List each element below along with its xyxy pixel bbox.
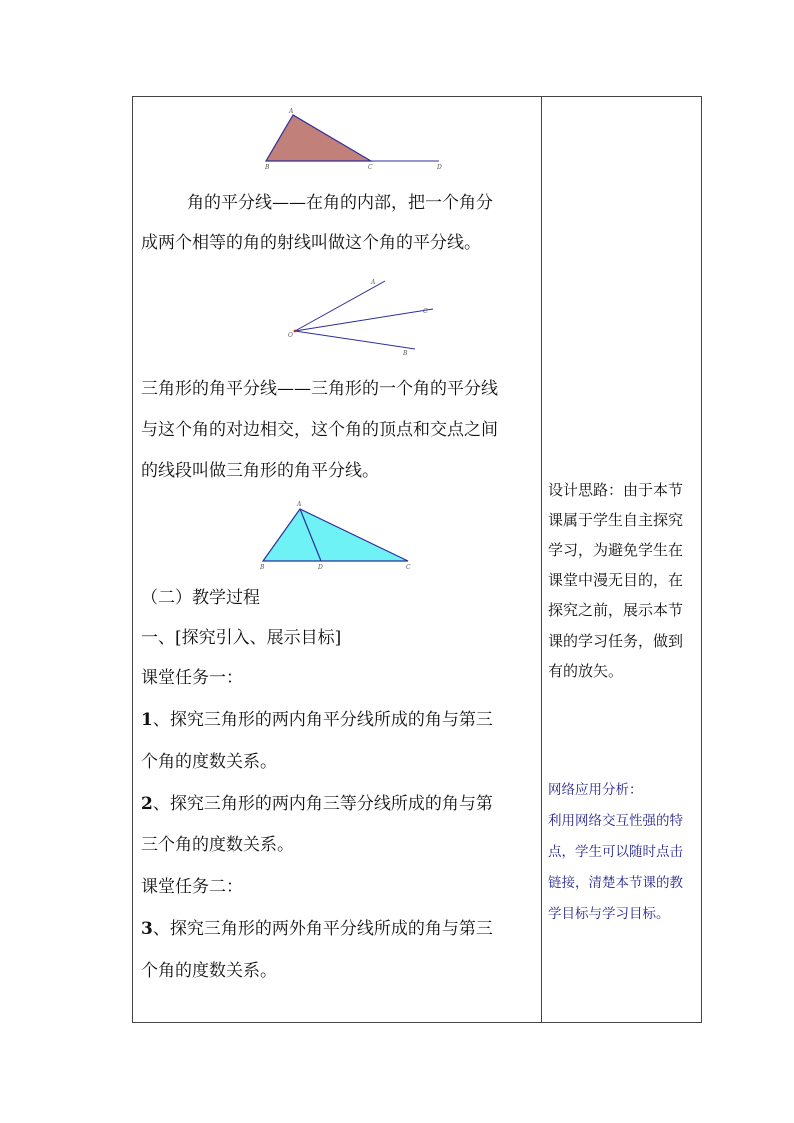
- item-text: 、探究三角形的两内角三等分线所成的角与第: [152, 794, 493, 814]
- network-analysis-line2: 利用网络交互性强的特: [548, 813, 683, 829]
- triangle-bisector-def-line1: 三角形的角平分线——三角形的一个角的平分线: [141, 379, 498, 399]
- network-analysis-line5: 学目标与学习目标。: [548, 906, 670, 922]
- label-d: D: [318, 564, 323, 571]
- task2-item3-line1: [141, 919, 493, 939]
- label-b: B: [265, 164, 270, 171]
- item-number: 2: [141, 794, 153, 814]
- label-a: A: [297, 501, 302, 508]
- design-idea-line2: 课属于学生自主探究: [548, 511, 684, 529]
- label-c: C: [406, 564, 411, 571]
- vertex-o-dot: [294, 330, 297, 333]
- item-text: 、探究三角形的两外角平分线所成的角与第三: [152, 919, 493, 939]
- triangle-abc-shape: [266, 115, 371, 161]
- label-c: C: [423, 308, 428, 315]
- design-idea-line5: 探究之前，展示本节: [548, 601, 684, 619]
- design-idea-line3: 学习，为避免学生在: [548, 541, 684, 559]
- item-number: 3: [141, 919, 153, 939]
- task1-item1-line1: [141, 710, 493, 730]
- label-o: O: [288, 332, 293, 339]
- step-one-heading: 一、[探究引入、展示目标]: [141, 628, 342, 648]
- design-idea-line6: 课的学习任务，做到: [548, 632, 684, 650]
- design-idea-line1: 设计思路：由于本节: [548, 481, 684, 499]
- task1-item1-line2: 个角的度数关系。: [141, 752, 277, 772]
- label-a: A: [371, 279, 376, 286]
- task1-title: 课堂任务一：: [141, 668, 243, 688]
- section-title: （二）教学过程: [141, 588, 260, 608]
- task1-item2-line2: 三个角的度数关系。: [141, 835, 294, 855]
- triangle-exterior-figure: [261, 107, 451, 173]
- angle-bisector-def-line2: 成两个相等的角的射线叫做这个角的平分线。: [141, 233, 481, 253]
- side-notes-column: [542, 97, 702, 1022]
- network-analysis-line3: 点，学生可以随时点击: [548, 844, 683, 860]
- label-b: B: [260, 564, 265, 571]
- label-d: D: [437, 164, 442, 171]
- main-content-column: [133, 97, 541, 1022]
- item-text: 、探究三角形的两内角平分线所成的角与第三: [152, 710, 493, 730]
- task2-title: 课堂任务二：: [141, 877, 243, 897]
- triangle-bisector-def-line3: 的线段叫做三角形的角平分线。: [141, 461, 379, 481]
- design-idea-line7: 有的放矢。: [548, 662, 624, 680]
- task1-item2-line1: [141, 794, 493, 814]
- angle-bisector-figure: [285, 275, 445, 359]
- network-analysis-line1: 网络应用分析：: [548, 782, 643, 798]
- triangle-abc-shape: [263, 509, 408, 561]
- angle-bisector-def-line1: 角的平分线——在角的内部，把一个角分: [187, 193, 493, 213]
- label-b: B: [403, 350, 408, 357]
- task2-item3-line2: 个角的度数关系。: [141, 961, 277, 981]
- label-a: A: [289, 108, 294, 115]
- item-number: 1: [141, 710, 153, 730]
- lesson-plan-table: [132, 96, 702, 1023]
- network-analysis-line4: 链接，清楚本节课的教: [548, 875, 683, 891]
- design-idea-line4: 课堂中漫无目的，在: [548, 571, 684, 589]
- label-c: C: [368, 164, 373, 171]
- ray-ob: [295, 331, 415, 349]
- triangle-bisector-figure: [258, 501, 423, 573]
- triangle-bisector-def-line2: 与这个角的对边相交，这个角的顶点和交点之间: [141, 420, 498, 440]
